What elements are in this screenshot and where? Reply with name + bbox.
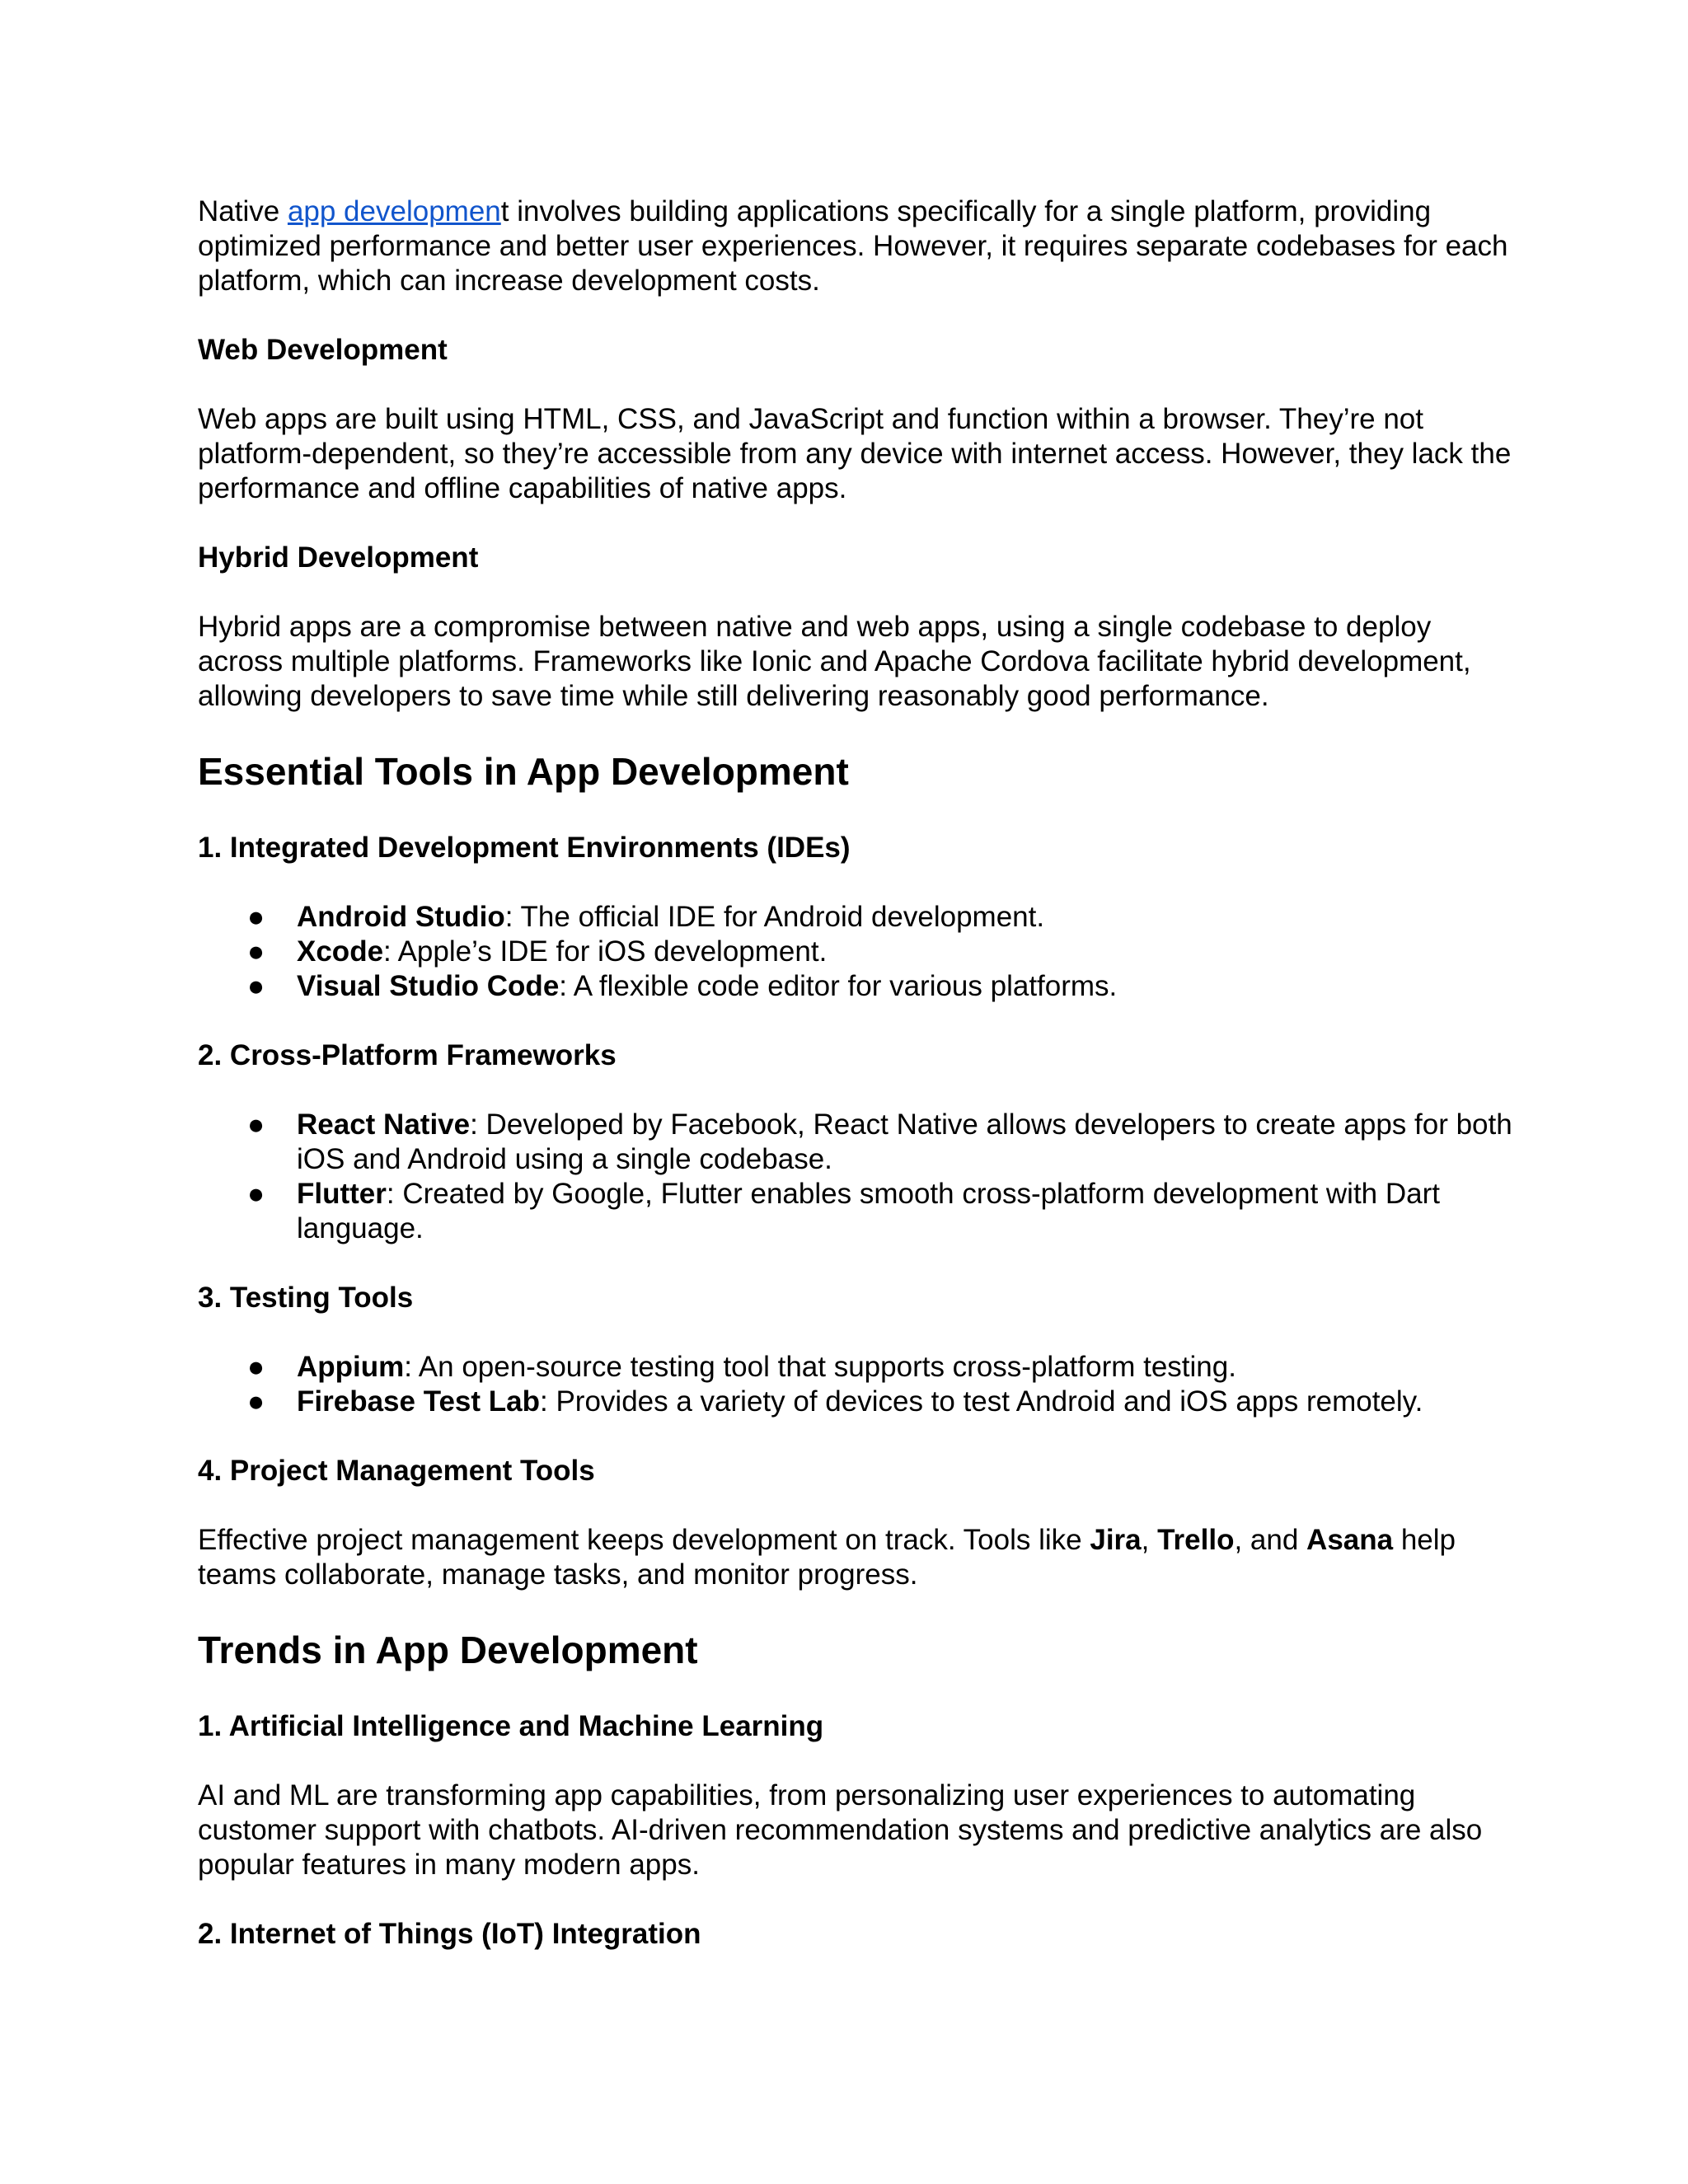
intro-text-start: Native bbox=[198, 195, 288, 227]
pm-text-end: help teams collaborate, manage tasks, and monitor progress. bbox=[198, 1524, 1456, 1591]
ai-ml-paragraph: AI and ML are transforming app capabilities, from personalizing user experiences to automating customer support with chatbots. AI-driven recommendation systems and predictive analytics are also popular features in many modern apps. bbox=[198, 1779, 1483, 1881]
tool-description: : A flexible code editor for various platforms. bbox=[559, 970, 1118, 1002]
pm-separator: , bbox=[1141, 1524, 1158, 1556]
tool-name: Android Studio bbox=[297, 901, 505, 933]
tool-name: Flutter bbox=[297, 1178, 387, 1210]
tool-name: Visual Studio Code bbox=[297, 970, 560, 1002]
tool-description: : The official IDE for Android development. bbox=[504, 901, 1045, 933]
tool-name: Appium bbox=[297, 1351, 405, 1383]
bullet-icon: ● bbox=[247, 901, 265, 933]
hybrid-development-paragraph: Hybrid apps are a compromise between native and web apps, using a single codebase to deploy across multiple platforms. Frameworks like Ionic and Apache Cordova facilitate hybrid development, allowing developers to save time while still delivering reasonably good performance. bbox=[198, 611, 1471, 712]
document-content bbox=[198, 194, 1517, 1952]
tool-name: React Native bbox=[297, 1108, 471, 1141]
tool-description: : Created by Google, Flutter enables smooth cross-platform development with Dart language. bbox=[297, 1178, 1440, 1244]
ai-ml-heading: 1. Artificial Intelligence and Machine Learning bbox=[198, 1710, 824, 1742]
web-development-paragraph: Web apps are built using HTML, CSS, and JavaScript and function within a browser. They’re not platform-dependent, so they’re accessible from any device with internet access. However, they lack the performance and offline capabilities of native apps. bbox=[198, 403, 1512, 504]
intro-text-rest: t involves building applications specifically for a single platform, providing optimized performance and better user experiences. However, it requires separate codebases for each platform, which can increase development costs. bbox=[198, 195, 1508, 297]
ides-list bbox=[198, 900, 1517, 1004]
app-development-link[interactable]: app developmen bbox=[287, 195, 501, 227]
bullet-icon: ● bbox=[247, 1351, 265, 1383]
frameworks-heading: 2. Cross-Platform Frameworks bbox=[198, 1039, 617, 1071]
trends-heading: Trends in App Development bbox=[198, 1629, 698, 1671]
project-management-heading: 4. Project Management Tools bbox=[198, 1455, 595, 1487]
web-development-heading: Web Development bbox=[198, 334, 448, 366]
project-management-paragraph bbox=[198, 1523, 1517, 1592]
ides-heading: 1. Integrated Development Environments (IDEs) bbox=[198, 832, 851, 864]
tool-name: Firebase Test Lab bbox=[297, 1385, 541, 1418]
pm-text-start: Effective project management keeps development on track. Tools like bbox=[198, 1524, 1090, 1556]
tool-name-asana: Asana bbox=[1306, 1524, 1394, 1556]
testing-tools-list bbox=[198, 1350, 1517, 1419]
frameworks-list bbox=[198, 1108, 1517, 1246]
bullet-icon: ● bbox=[247, 935, 265, 968]
tool-description: : Developed by Facebook, React Native allows developers to create apps for both iOS and Android using a single codebase. bbox=[297, 1108, 1512, 1175]
bullet-icon: ● bbox=[247, 1178, 265, 1210]
essential-tools-heading: Essential Tools in App Development bbox=[198, 750, 849, 793]
list-item bbox=[198, 1385, 1517, 1419]
list-item bbox=[198, 1108, 1517, 1177]
bullet-icon: ● bbox=[247, 970, 265, 1002]
bullet-icon: ● bbox=[247, 1385, 265, 1418]
tool-description: : Provides a variety of devices to test Android and iOS apps remotely. bbox=[540, 1385, 1423, 1418]
tool-name: Xcode bbox=[297, 935, 384, 968]
hybrid-development-heading: Hybrid Development bbox=[198, 541, 479, 574]
iot-heading: 2. Internet of Things (IoT) Integration bbox=[198, 1918, 701, 1950]
list-item bbox=[198, 1177, 1517, 1246]
bullet-icon: ● bbox=[247, 1108, 265, 1141]
pm-separator: , and bbox=[1234, 1524, 1307, 1556]
tool-name-trello: Trello bbox=[1157, 1524, 1235, 1556]
intro-paragraph bbox=[198, 194, 1517, 298]
tool-description: : Apple’s IDE for iOS development. bbox=[383, 935, 828, 968]
tool-description: : An open-source testing tool that supports cross-platform testing. bbox=[404, 1351, 1236, 1383]
list-item bbox=[198, 900, 1517, 935]
list-item bbox=[198, 969, 1517, 1004]
testing-tools-heading: 3. Testing Tools bbox=[198, 1282, 414, 1314]
list-item bbox=[198, 935, 1517, 969]
list-item bbox=[198, 1350, 1517, 1385]
tool-name-jira: Jira bbox=[1090, 1524, 1142, 1556]
